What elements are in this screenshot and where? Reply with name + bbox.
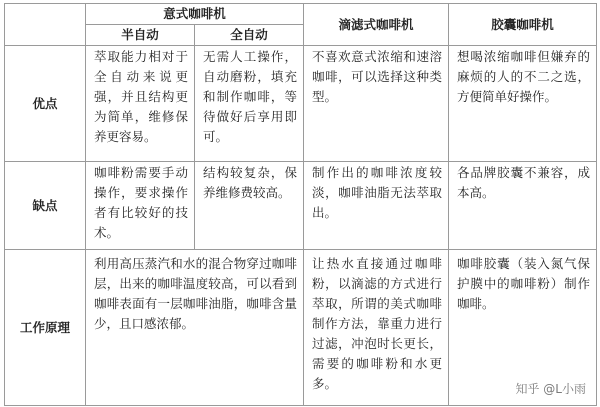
cell-principle-drip: 让热水直接通过咖啡粉，以滴滤的方式进行萃取，所谓的美式咖啡制作方法，靠重力进行过滤，冲泡时长更长，需要的咖啡粉和水更多。 <box>304 250 449 406</box>
corner-cell <box>5 4 86 46</box>
cell-disadvantages-full-auto: 结构较复杂，保养维修费较高。 <box>195 162 304 250</box>
cell-advantages-capsule: 想喝浓缩咖啡但嫌弃的麻烦的人的不二之选，方便简单好操作。 <box>449 46 597 162</box>
watermark: 知乎 @L小雨 <box>515 382 586 396</box>
cell-principle-capsule: 咖啡胶囊（装入氮气保护膜中的咖啡粉）制作咖啡。 <box>449 250 597 406</box>
table-row-principle <box>5 250 597 406</box>
row-label-disadvantages: 缺点 <box>5 162 86 250</box>
column-header-full-auto: 全自动 <box>195 25 304 46</box>
column-header-drip: 滴滤式咖啡机 <box>304 4 449 46</box>
coffee-machine-comparison-table <box>4 3 597 406</box>
cell-advantages-semi-auto: 萃取能力相对于全自动来说更强，并且结构更为简单，维修保养更容易。 <box>86 46 195 162</box>
column-header-capsule: 胶囊咖啡机 <box>449 4 597 46</box>
cell-principle-espresso: 利用高压蒸汽和水的混合物穿过咖啡层，出来的咖啡温度较高，可以看到咖啡表面有一层咖啡油脂，咖啡含量少，且口感浓郁。 <box>86 250 304 406</box>
column-header-semi-auto: 半自动 <box>86 25 195 46</box>
row-label-principle: 工作原理 <box>5 250 86 406</box>
row-label-advantages: 优点 <box>5 46 86 162</box>
table-row-disadvantages <box>5 162 597 250</box>
table-row-advantages <box>5 46 597 162</box>
cell-disadvantages-drip: 制作出的咖啡浓度较淡，咖啡油脂无法萃取出。 <box>304 162 449 250</box>
cell-disadvantages-semi-auto: 咖啡粉需要手动操作，要求操作者有比较好的技术。 <box>86 162 195 250</box>
cell-disadvantages-capsule: 各品牌胶囊不兼容，成本高。 <box>449 162 597 250</box>
cell-advantages-drip: 不喜欢意式浓缩和速溶咖啡，可以选择这种类型。 <box>304 46 449 162</box>
cell-advantages-full-auto: 无需人工操作，自动磨粉，填充和制作咖啡，等待做好后享用即可。 <box>195 46 304 162</box>
group-header-espresso: 意式咖啡机 <box>86 4 304 25</box>
